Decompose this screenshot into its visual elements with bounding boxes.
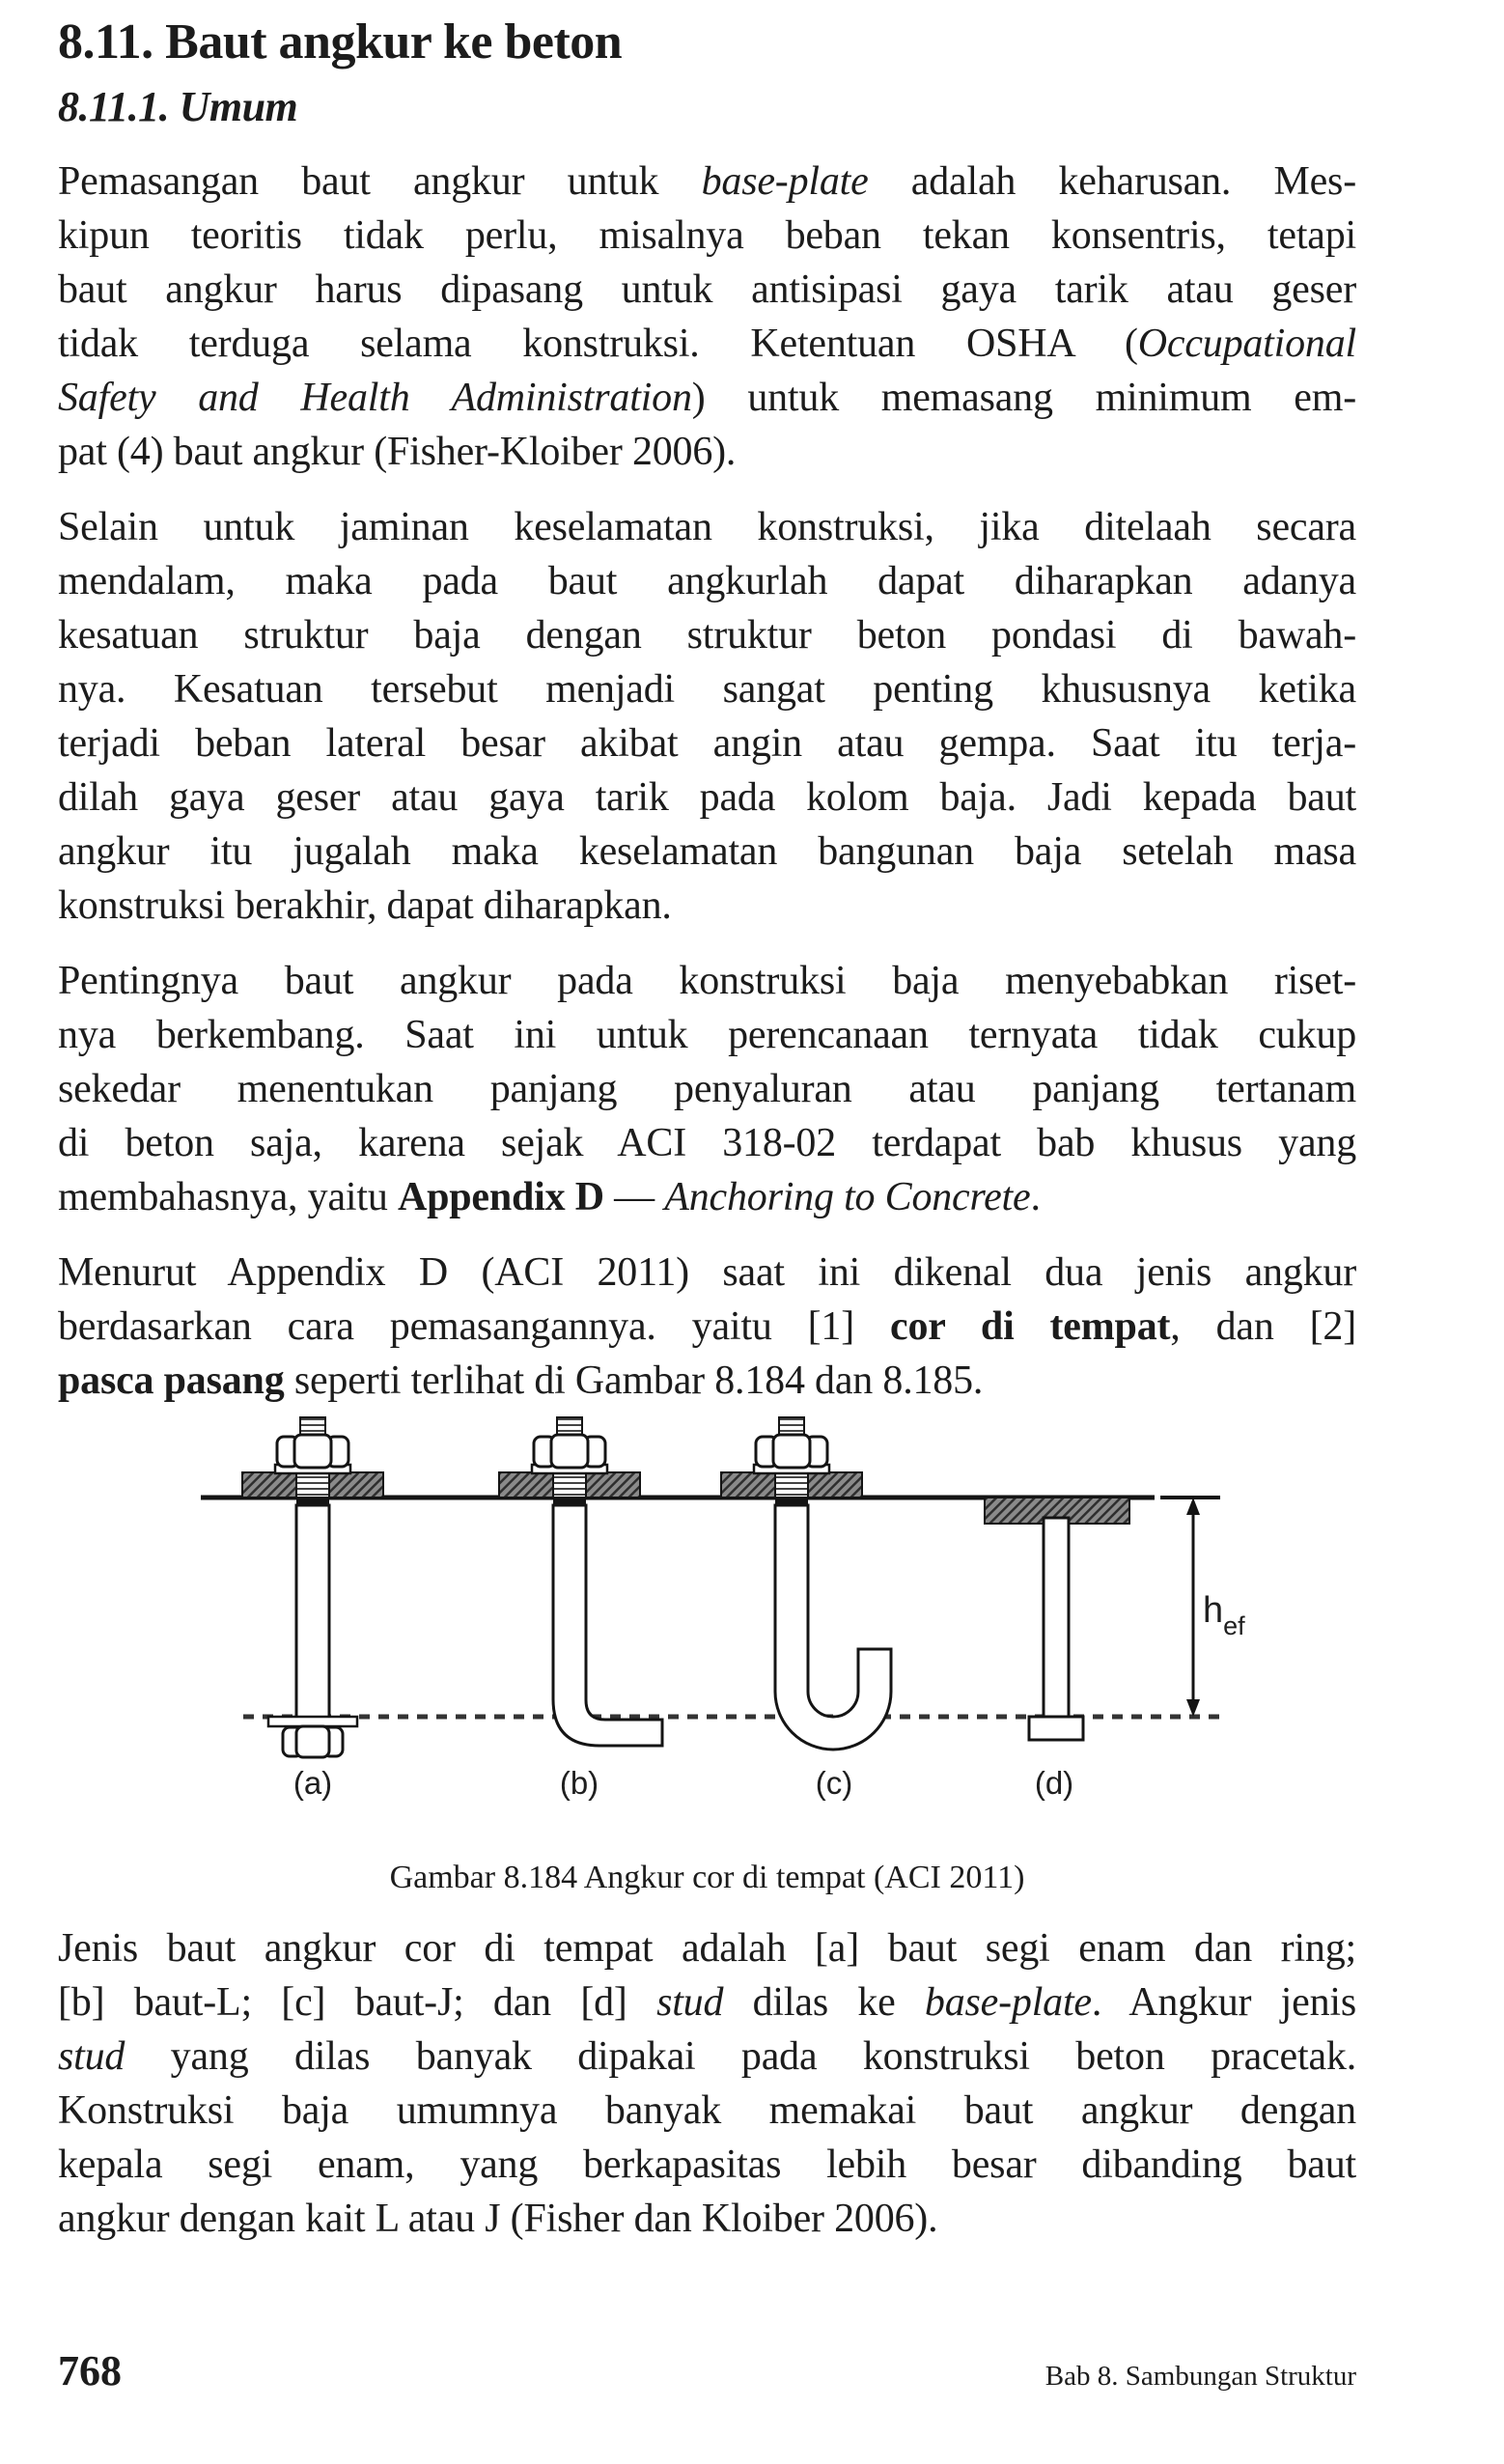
text-line: Safety and Health Administration) untuk memasang minimum em- <box>58 376 1356 420</box>
text-line: kesatuan struktur baja dengan struktur beton pondasi di bawah- <box>58 613 1356 658</box>
text-line: [b] baut-L; [c] baut-J; dan [d] stud dilas ke base-plate. Angkur jenis <box>58 1980 1357 2025</box>
hef-label: $h_{ef}$ <box>1203 1590 1245 1640</box>
paragraph <box>58 1921 1356 2246</box>
text-line: Selain untuk jaminan keselamatan konstruksi, jika ditelaah secara <box>58 505 1356 549</box>
label-d: (d) <box>1034 1765 1074 1801</box>
text-line: tidak terduga selama konstruksi. Ketentuan OSHA (Occupational <box>58 322 1356 366</box>
text-line: berdasarkan cara pemasangannya. yaitu [1] cor di tempat, dan [2] <box>58 1304 1356 1349</box>
chapter-title: Bab 8. Sambungan Struktur <box>1044 2361 1356 2392</box>
paragraph <box>58 500 1356 933</box>
text-line: Menurut Appendix D (ACI 2011) saat ini dikenal dua jenis angkur <box>58 1250 1356 1295</box>
section-heading: 8.11. Baut angkur ke beton <box>58 14 623 70</box>
text-line: angkur itu jugalah maka keselamatan bangunan baja setelah masa <box>58 829 1356 874</box>
paragraph <box>58 154 1356 479</box>
text-line: nya berkembang. Saat ini untuk perencanaan ternyata tidak cukup <box>58 1013 1356 1057</box>
figure-8-184 <box>58 1412 1356 1807</box>
text-line: nya. Kesatuan tersebut menjadi sangat penting khususnya ketika <box>58 667 1356 712</box>
text-line: kipun teoritis tidak perlu, misalnya beban tekan konsentris, tetapi <box>58 213 1356 258</box>
text-line: Pentingnya baut angkur pada konstruksi baja menyebabkan riset- <box>58 959 1356 1003</box>
label-c: (c) <box>815 1765 853 1801</box>
text-line: baut angkur harus dipasang untuk antisipasi gaya tarik atau geser <box>58 267 1356 312</box>
text-line: mendalam, maka pada baut angkurlah dapat diharapkan adanya <box>58 559 1356 603</box>
text-line: stud yang dilas banyak dipakai pada konstruksi beton pracetak. <box>58 2034 1356 2079</box>
text-line: di beton saja, karena sejak ACI 318-02 terdapat bab khusus yang <box>58 1121 1356 1165</box>
label-a: (a) <box>292 1765 333 1801</box>
text-line: dilah gaya geser atau gaya tarik pada kolom baja. Jadi kepada baut <box>58 775 1356 820</box>
text-line: angkur dengan kait L atau J (Fisher dan Kloiber 2006). <box>58 2197 938 2241</box>
text-line: pasca pasang seperti terlihat di Gambar 8.184 dan 8.185. <box>58 1358 984 1403</box>
text-line: Jenis baut angkur cor di tempat adalah [a] baut segi enam dan ring; <box>58 1926 1356 1971</box>
text-line: terjadi beban lateral besar akibat angin atau gempa. Saat itu terja- <box>58 721 1356 766</box>
figure-caption: Gambar 8.184 Angkur cor di tempat (ACI 2011) <box>389 1860 1025 1895</box>
paragraph <box>58 954 1356 1224</box>
page-footer <box>58 2346 1356 2395</box>
page-body <box>58 0 1356 2246</box>
anchor-j-bolt <box>721 1417 891 1750</box>
text-line: membahasnya, yaitu Appendix D — Anchoring to Concrete. <box>58 1175 1041 1219</box>
text-line: pat (4) baut angkur (Fisher-Kloiber 2006). <box>58 430 737 474</box>
text-line: Pemasangan baut angkur untuk base-plate adalah keharusan. Mes- <box>58 159 1356 204</box>
text-line: Konstruksi baja umumnya banyak memakai baut angkur dengan <box>58 2088 1356 2133</box>
anchor-hex-bolt <box>242 1417 383 1757</box>
hef-dimension <box>1186 1498 1245 1717</box>
page-number: 768 <box>58 2347 122 2394</box>
anchor-l-bolt <box>499 1417 662 1746</box>
label-b: (b) <box>559 1765 599 1801</box>
text-line: konstruksi berakhir, dapat diharapkan. <box>58 883 672 928</box>
subsection-heading: 8.11.1. Umum <box>58 83 298 130</box>
text-line: sekedar menentukan panjang penyaluran atau panjang tertanam <box>58 1067 1356 1111</box>
anchor-welded-stud <box>985 1498 1129 1740</box>
text-line: kepala segi enam, yang berkapasitas lebih besar dibanding baut <box>58 2142 1356 2187</box>
paragraph <box>58 1246 1356 1408</box>
anchor-bolt-diagram <box>97 1412 1255 1807</box>
